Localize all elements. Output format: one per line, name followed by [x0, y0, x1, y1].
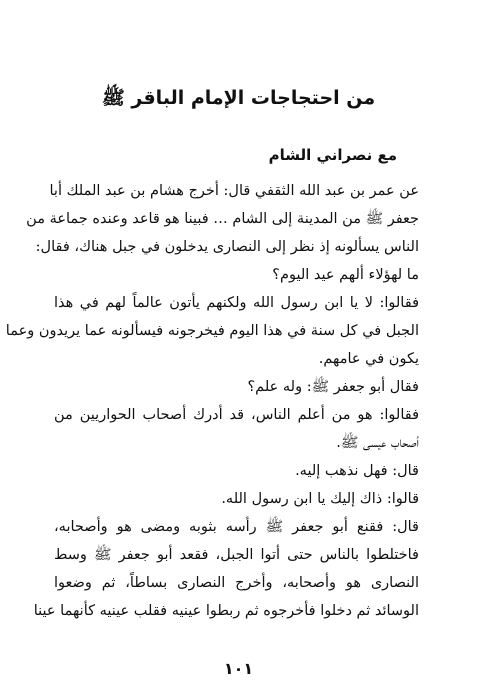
- text-line: فقال أبو جعفر ﷺ: وله علم؟: [247, 379, 419, 395]
- text-line: الناس يسألونه إذ نظر إلى النصارى يدخلون في جبل هناك، فقال:: [35, 239, 419, 255]
- text-line: الوسائد ثم دخلوا فأخرجوه ثم ربطوا عينيه فقلب عينيه كأنهما عينا: [33, 603, 419, 619]
- text-line: قالوا: ذاك إليك يا ابن رسول الله.: [221, 491, 419, 507]
- text-line: فاختلطوا بالناس حتى أتوا الجبل، فقعد أبو جعفر ﷺ وسط: [54, 547, 419, 563]
- text-line: الجبل في كل سنة في هذا اليوم فيخرجونه فيسألونه عما يريدون وعما: [5, 323, 419, 339]
- text-line: جعفر ﷺ من المدينة إلى الشام … فبينا هو قاعد وعنده جماعة من: [26, 211, 419, 227]
- page-number: ١٠١: [223, 659, 254, 678]
- text-line: النصارى هو وأصحابه، وأخرج النصارى بساطاً، ثم وضعوا: [54, 575, 419, 591]
- text-line: قال: فهل نذهب إليه.: [295, 463, 419, 479]
- text-line: أصحاب عيسى ﷺ.: [336, 435, 419, 451]
- text-line: فقالوا: لا يا ابن رسول الله ولكنهم يأتون عالماً لهم في هذا: [54, 295, 419, 311]
- text-line: قال: فقنع أبو جعفر ﷺ رأسه بثوبه ومضى هو وأصحابه،: [54, 519, 419, 535]
- text-line: يكون في عامهم.: [318, 351, 419, 367]
- text-line: ما لهؤلاء ألهم عيد اليوم؟: [272, 267, 419, 283]
- text-line: عن عمر بن عبد الله الثقفي قال: أخرج هشام بن عبد الملك أبا: [49, 183, 419, 199]
- page-title: من احتجاجات الإمام الباقر ﷺ: [101, 87, 376, 109]
- section-heading: مع نصراني الشام: [268, 146, 397, 164]
- text-line: فقالوا: هو من أعلم الناس، قد أدرك أصحاب الحواريين من: [54, 407, 419, 423]
